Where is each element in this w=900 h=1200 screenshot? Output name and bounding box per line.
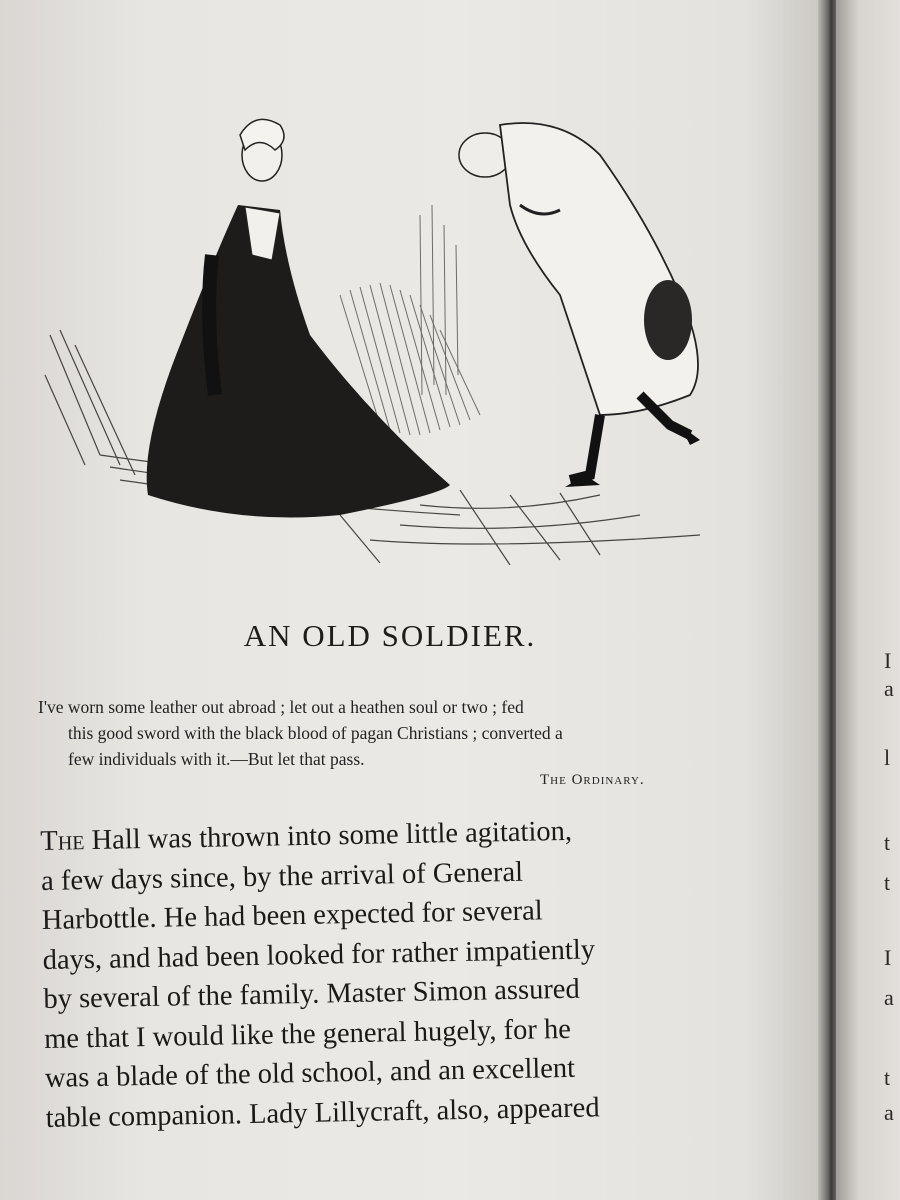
next-page-fragment: a [884, 1100, 894, 1125]
body-line: a few days since, by the arrival of General [40, 856, 524, 897]
epigraph-attribution: The Ordinary. [540, 772, 645, 788]
body-line: Harbottle. He had been expected for several [41, 895, 543, 936]
body-line: by several of the family. Master Simon assured [43, 973, 580, 1015]
body-line: me that I would like the general hugely, for he [43, 1013, 572, 1055]
body-line: days, and had been looked for rather impatiently [42, 933, 596, 976]
epigraph [38, 694, 738, 772]
next-page-fragment: t [884, 830, 891, 855]
body-paragraph [40, 809, 746, 1138]
epigraph-line: this good sword with the black blood of pagan Christians ; converted a [68, 723, 563, 743]
next-page-edge [836, 0, 900, 1200]
next-page-fragment: t [884, 1065, 891, 1090]
chapter-title: AN OLD SOLDIER. [243, 618, 537, 653]
body-line-text: Hall was thrown into some little agitation, [84, 815, 573, 857]
engraving-illustration [40, 95, 740, 565]
epigraph-line: I've worn some leather out abroad ; let out a heathen soul or two ; fed [38, 697, 524, 717]
next-page-fragment: a [884, 676, 894, 701]
lady-figure [147, 119, 450, 517]
first-word-small-caps: The [40, 825, 85, 857]
next-page-fragment: a [884, 985, 894, 1010]
body-line: table companion. Lady Lillycraft, also, appeared [45, 1091, 600, 1134]
next-page-fragment: I [884, 648, 892, 673]
next-page-fragment: l [884, 745, 891, 770]
body-line: was a blade of the old school, and an excellent [44, 1052, 576, 1094]
next-page-fragment: I [884, 945, 892, 970]
gentleman-figure [459, 123, 700, 487]
next-page-fragment: t [884, 870, 891, 895]
epigraph-line: few individuals with it.—But let that pass. [68, 749, 365, 769]
